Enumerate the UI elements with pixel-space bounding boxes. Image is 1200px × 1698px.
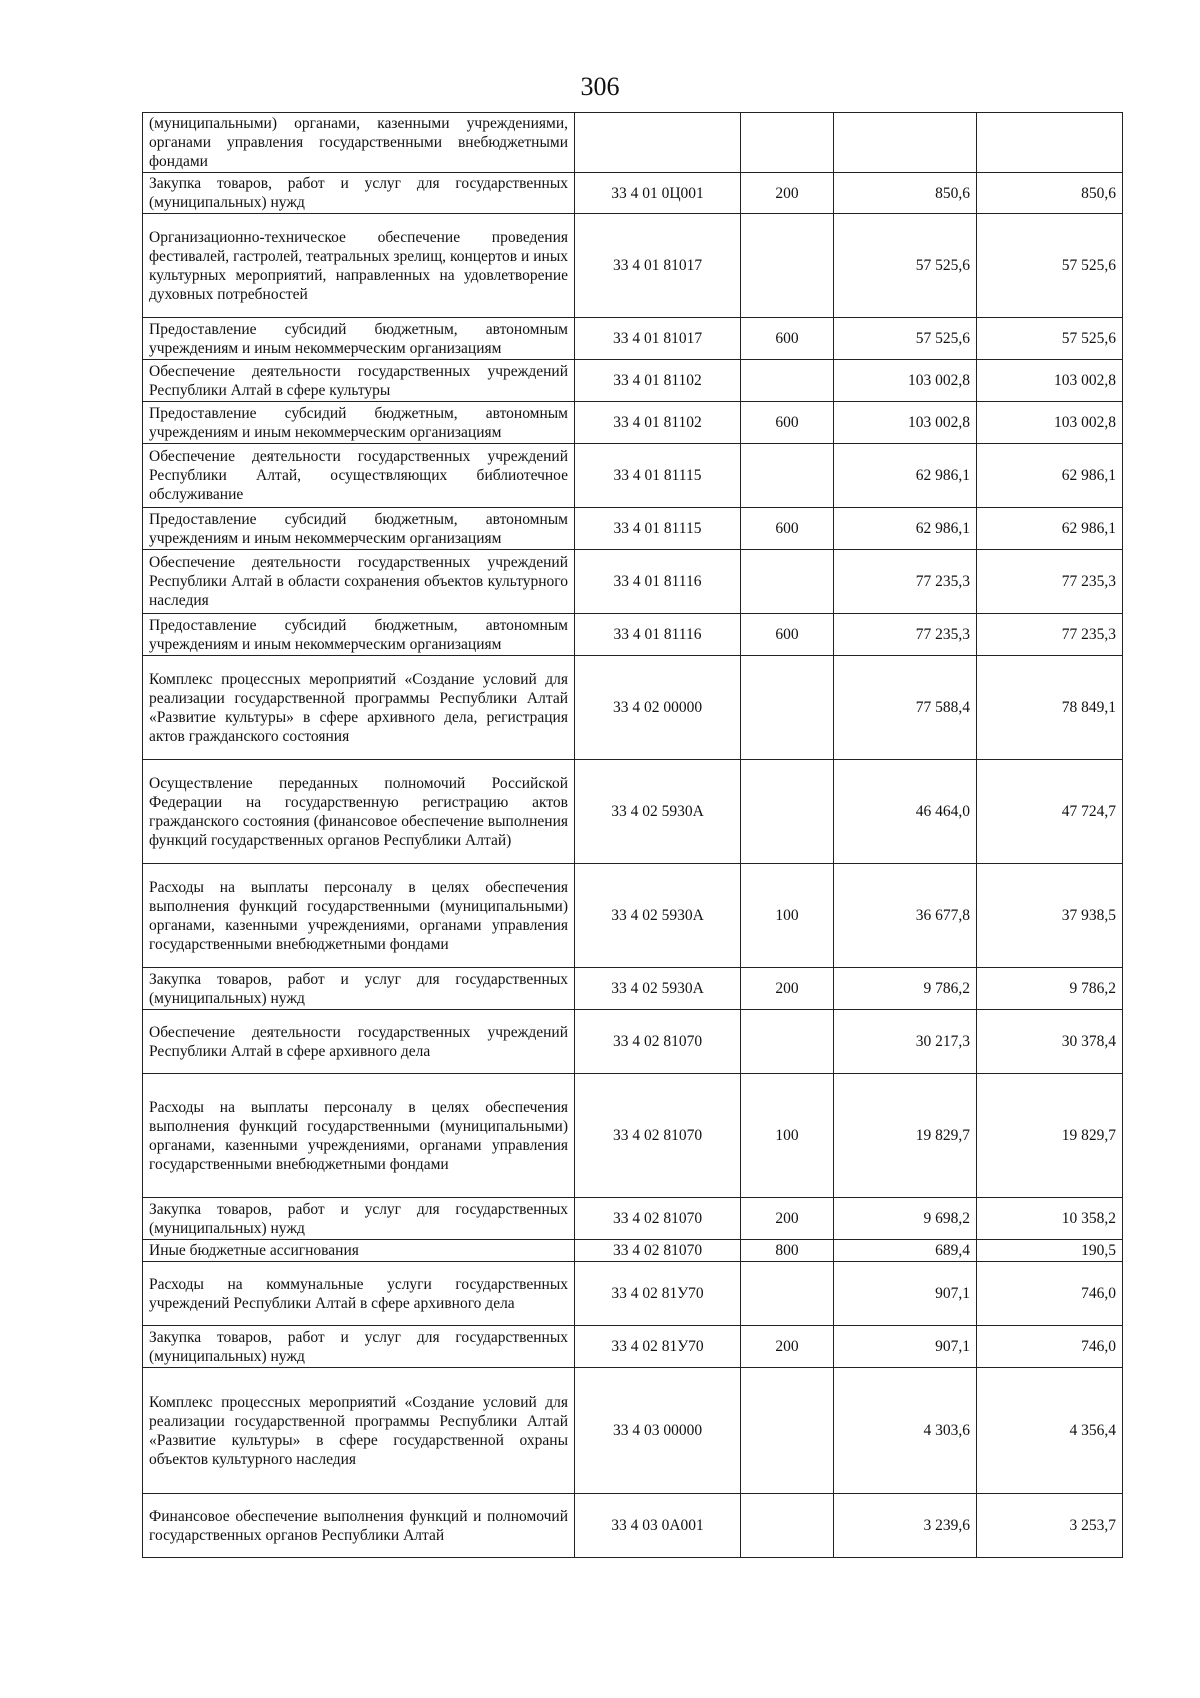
target-item-code: 33 4 02 00000 <box>575 656 741 760</box>
budget-table <box>142 112 1123 1558</box>
expense-description: Закупка товаров, работ и услуг для государственных (муниципальных) нужд <box>143 1326 575 1368</box>
expense-type-code: 200 <box>741 968 834 1010</box>
amount-year-2: 77 235,3 <box>977 614 1123 656</box>
amount-year-2: 57 525,6 <box>977 318 1123 360</box>
expense-type-code <box>741 360 834 402</box>
amount-year-1: 3 239,6 <box>834 1494 977 1558</box>
target-item-code: 33 4 01 81116 <box>575 550 741 614</box>
target-item-code: 33 4 03 00000 <box>575 1368 741 1494</box>
expense-description: Закупка товаров, работ и услуг для государственных (муниципальных) нужд <box>143 173 575 214</box>
amount-year-2: 850,6 <box>977 173 1123 214</box>
expense-type-code <box>741 1368 834 1494</box>
amount-year-1: 62 986,1 <box>834 444 977 508</box>
table-row <box>143 444 1123 508</box>
target-item-code: 33 4 01 81102 <box>575 402 741 444</box>
amount-year-1: 77 235,3 <box>834 550 977 614</box>
target-item-code: 33 4 01 81017 <box>575 214 741 318</box>
target-item-code <box>575 113 741 173</box>
target-item-code: 33 4 03 0А001 <box>575 1494 741 1558</box>
expense-description: Обеспечение деятельности государственных учреждений Республики Алтай, осуществляющих библиотечное обслуживание <box>143 444 575 508</box>
expense-description: Финансовое обеспечение выполнения функций и полномочий государственных органов Республики Алтай <box>143 1494 575 1558</box>
expense-description: Расходы на выплаты персоналу в целях обеспечения выполнения функций государственными (муниципальными) органами, казенными учреждениями, органами управления государственными внебюджетными фондами <box>143 1074 575 1198</box>
table-row <box>143 1494 1123 1558</box>
amount-year-2: 47 724,7 <box>977 760 1123 864</box>
expense-type-code <box>741 1494 834 1558</box>
expense-type-code: 600 <box>741 614 834 656</box>
amount-year-2: 62 986,1 <box>977 444 1123 508</box>
amount-year-2: 103 002,8 <box>977 402 1123 444</box>
expense-type-code <box>741 214 834 318</box>
expense-description: Осуществление переданных полномочий Российской Федерации на государственную регистрацию актов гражданского состояния (финансовое обеспечение выполнения функций государственных органов Республики Алтай) <box>143 760 575 864</box>
amount-year-1: 62 986,1 <box>834 508 977 550</box>
target-item-code: 33 4 01 81017 <box>575 318 741 360</box>
table-row <box>143 1074 1123 1198</box>
expense-description: Предоставление субсидий бюджетным, автономным учреждениям и иным некоммерческим организациям <box>143 508 575 550</box>
amount-year-1: 907,1 <box>834 1326 977 1368</box>
expense-description: Обеспечение деятельности государственных учреждений Республики Алтай в области сохранения объектов культурного наследия <box>143 550 575 614</box>
expense-description: Расходы на выплаты персоналу в целях обеспечения выполнения функций государственными (муниципальными) органами, казенными учреждениями, органами управления государственными внебюджетными фондами <box>143 864 575 968</box>
amount-year-2: 77 235,3 <box>977 550 1123 614</box>
table-row <box>143 318 1123 360</box>
table-row <box>143 173 1123 214</box>
table-row <box>143 1262 1123 1326</box>
target-item-code: 33 4 02 81070 <box>575 1010 741 1074</box>
expense-description: Закупка товаров, работ и услуг для государственных (муниципальных) нужд <box>143 1198 575 1240</box>
amount-year-1: 57 525,6 <box>834 214 977 318</box>
expense-type-code: 200 <box>741 173 834 214</box>
expense-type-code <box>741 550 834 614</box>
amount-year-2 <box>977 113 1123 173</box>
target-item-code: 33 4 02 81070 <box>575 1240 741 1262</box>
amount-year-1: 77 588,4 <box>834 656 977 760</box>
target-item-code: 33 4 01 0Ц001 <box>575 173 741 214</box>
amount-year-1: 103 002,8 <box>834 360 977 402</box>
amount-year-1: 907,1 <box>834 1262 977 1326</box>
expense-description: Организационно-техническое обеспечение проведения фестивалей, гастролей, театральных зрелищ, концертов и иных культурных мероприятий, направленных на удовлетворение духовных потребностей <box>143 214 575 318</box>
target-item-code: 33 4 02 81У70 <box>575 1326 741 1368</box>
expense-description: Предоставление субсидий бюджетным, автономным учреждениям и иным некоммерческим организациям <box>143 402 575 444</box>
table-row <box>143 656 1123 760</box>
table-row <box>143 360 1123 402</box>
amount-year-2: 746,0 <box>977 1326 1123 1368</box>
expense-description: Комплекс процессных мероприятий «Создание условий для реализации государственной программы Республики Алтай «Развитие культуры» в сфере государственной охраны объектов культурного наследия <box>143 1368 575 1494</box>
table-row <box>143 968 1123 1010</box>
table-row <box>143 1368 1123 1494</box>
expense-description: Закупка товаров, работ и услуг для государственных (муниципальных) нужд <box>143 968 575 1010</box>
page-number: 306 <box>580 72 620 101</box>
table-row <box>143 508 1123 550</box>
amount-year-2: 746,0 <box>977 1262 1123 1326</box>
table-row <box>143 760 1123 864</box>
amount-year-2: 78 849,1 <box>977 656 1123 760</box>
expense-type-code: 800 <box>741 1240 834 1262</box>
expense-type-code: 600 <box>741 402 834 444</box>
amount-year-1: 77 235,3 <box>834 614 977 656</box>
amount-year-1: 9 786,2 <box>834 968 977 1010</box>
expense-type-code: 200 <box>741 1198 834 1240</box>
amount-year-1: 689,4 <box>834 1240 977 1262</box>
expense-description: Обеспечение деятельности государственных учреждений Республики Алтай в сфере культуры <box>143 360 575 402</box>
table-row <box>143 402 1123 444</box>
expense-type-code: 200 <box>741 1326 834 1368</box>
amount-year-1: 57 525,6 <box>834 318 977 360</box>
amount-year-1: 850,6 <box>834 173 977 214</box>
target-item-code: 33 4 02 5930А <box>575 864 741 968</box>
table-row <box>143 864 1123 968</box>
expense-description: Комплекс процессных мероприятий «Создание условий для реализации государственной программы Республики Алтай «Развитие культуры» в сфере архивного дела, регистрация актов гражданского состояния <box>143 656 575 760</box>
amount-year-2: 10 358,2 <box>977 1198 1123 1240</box>
table-row <box>143 214 1123 318</box>
amount-year-1: 103 002,8 <box>834 402 977 444</box>
target-item-code: 33 4 01 81115 <box>575 508 741 550</box>
expense-type-code: 600 <box>741 318 834 360</box>
expense-type-code <box>741 760 834 864</box>
budget-table-body <box>143 113 1123 1558</box>
table-row <box>143 614 1123 656</box>
amount-year-2: 37 938,5 <box>977 864 1123 968</box>
target-item-code: 33 4 02 5930А <box>575 968 741 1010</box>
expense-type-code <box>741 1010 834 1074</box>
amount-year-1: 9 698,2 <box>834 1198 977 1240</box>
amount-year-2: 3 253,7 <box>977 1494 1123 1558</box>
expense-type-code: 100 <box>741 1074 834 1198</box>
expense-type-code <box>741 1262 834 1326</box>
amount-year-2: 19 829,7 <box>977 1074 1123 1198</box>
amount-year-1: 30 217,3 <box>834 1010 977 1074</box>
expense-description: Иные бюджетные ассигнования <box>143 1240 575 1262</box>
amount-year-1 <box>834 113 977 173</box>
table-row <box>143 1240 1123 1262</box>
amount-year-2: 103 002,8 <box>977 360 1123 402</box>
expense-type-code <box>741 656 834 760</box>
table-row <box>143 113 1123 173</box>
table-row <box>143 1198 1123 1240</box>
amount-year-2: 4 356,4 <box>977 1368 1123 1494</box>
table-row <box>143 550 1123 614</box>
table-row <box>143 1010 1123 1074</box>
amount-year-2: 190,5 <box>977 1240 1123 1262</box>
target-item-code: 33 4 02 81070 <box>575 1074 741 1198</box>
target-item-code: 33 4 01 81116 <box>575 614 741 656</box>
amount-year-2: 57 525,6 <box>977 214 1123 318</box>
amount-year-1: 36 677,8 <box>834 864 977 968</box>
amount-year-1: 19 829,7 <box>834 1074 977 1198</box>
amount-year-1: 4 303,6 <box>834 1368 977 1494</box>
expense-description: Предоставление субсидий бюджетным, автономным учреждениям и иным некоммерческим организациям <box>143 318 575 360</box>
amount-year-2: 9 786,2 <box>977 968 1123 1010</box>
target-item-code: 33 4 02 81070 <box>575 1198 741 1240</box>
target-item-code: 33 4 01 81102 <box>575 360 741 402</box>
expense-type-code: 100 <box>741 864 834 968</box>
expense-description: (муниципальными) органами, казенными учреждениями, органами управления государственными внебюджетными фондами <box>143 113 575 173</box>
expense-type-code <box>741 113 834 173</box>
target-item-code: 33 4 02 5930А <box>575 760 741 864</box>
table-row <box>143 1326 1123 1368</box>
expense-type-code: 600 <box>741 508 834 550</box>
target-item-code: 33 4 01 81115 <box>575 444 741 508</box>
amount-year-2: 62 986,1 <box>977 508 1123 550</box>
amount-year-1: 46 464,0 <box>834 760 977 864</box>
amount-year-2: 30 378,4 <box>977 1010 1123 1074</box>
expense-type-code <box>741 444 834 508</box>
expense-description: Обеспечение деятельности государственных учреждений Республики Алтай в сфере архивного дела <box>143 1010 575 1074</box>
expense-description: Предоставление субсидий бюджетным, автономным учреждениям и иным некоммерческим организациям <box>143 614 575 656</box>
target-item-code: 33 4 02 81У70 <box>575 1262 741 1326</box>
expense-description: Расходы на коммунальные услуги государственных учреждений Республики Алтай в сфере архивного дела <box>143 1262 575 1326</box>
